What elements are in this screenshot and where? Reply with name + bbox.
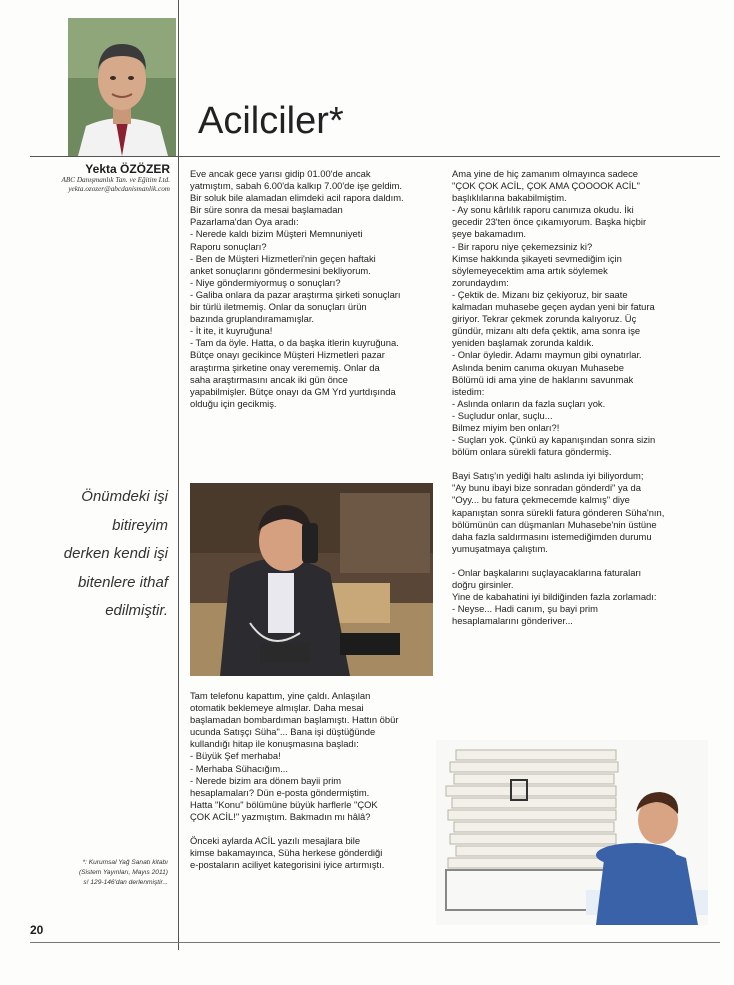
text-line: - Ay sonu kârlılık raporu canımıza okudu. İki [452, 204, 634, 216]
pull-quote-line: bitireyim [112, 516, 168, 534]
text-line: Bilmez miyim ben onları?! [452, 421, 560, 433]
text-line [452, 458, 714, 470]
text-line: kullandığı hitap ile konuşmasına başladı: [190, 738, 359, 750]
paper-stack-image [436, 740, 708, 925]
text-line: olduğu için gecikmiş. [190, 397, 277, 409]
pull-quote [40, 483, 168, 626]
page-number: 20 [30, 923, 44, 937]
office-phone-image [190, 483, 433, 676]
text-line: şeye bakamadım. [452, 228, 526, 240]
text-line: araştırma şirketine onay verememiş. Onlar da [190, 361, 380, 373]
text-line: saha araştırmasını ancak iki gün önce [190, 373, 348, 385]
text-line: yeniden başlamak zorunda kaldık. [452, 337, 594, 349]
text-line: söylemeyecektim ama artık söylemek [452, 264, 608, 276]
author-photo [68, 18, 176, 156]
text-line: - Onlar öyledir. Adamı maymun gibi oynatırlar. [452, 349, 642, 361]
text-line: Kimse hakkında şikayeti sevmediğim için [452, 252, 622, 264]
article-column-1 [190, 168, 436, 410]
text-line: Yine de kabahatini iyi bildiğinden fazla zorlamadı: [452, 591, 657, 603]
footnote-line: (Sistem Yayınları, Mayıs 2011) [78, 869, 168, 876]
text-line: başlamadan bombardıman başlamıştı. Hattın öbür [190, 714, 399, 726]
text-line: daha fazla saldırmasını istemediğimden durumu [452, 530, 652, 542]
text-line: - Suçları yok. Çünkü ay kapanışından sonra sizin [452, 434, 656, 446]
text-line: bazında gruplandıramamışlar. [190, 313, 315, 325]
author-email: yekta.ozozer@abcdanismanlik.com [68, 185, 170, 193]
text-line: gecedir 23'ten önce çıkamıyorum. Başka hiçbir [452, 216, 647, 228]
pull-quote-line: derken kendi işi [63, 545, 168, 562]
text-line: - Ben de Müşteri Hizmetleri'nin geçen haftaki [190, 252, 376, 264]
text-line: Bölümü idi ama yine de haklarını savunmak [452, 373, 634, 385]
author-company: ABC Danışmanlık Tan. ve Eğitim Ltd. [61, 176, 170, 184]
text-line: - Çektik de. Mizanı biz çekiyoruz, bir saate [452, 288, 628, 300]
pull-quote-line: edilmiştir. [105, 602, 168, 619]
text-line: e-postaların aciliyet kategorisini iyice artırmıştı. [190, 859, 385, 871]
text-line: - Büyük Şef merhaba! [190, 750, 281, 762]
text-line [452, 555, 714, 567]
text-line: yumuşatmaya çalıştım. [452, 542, 548, 554]
text-line: - Suçludur onlar, suçlu... [452, 409, 553, 421]
text-line: Bütçe onayı gecikince Müşteri Hizmetleri pazar [190, 349, 385, 361]
text-line: ÇOK ACİL!" yazmıştım. Bakmadın mı hâlâ? [190, 810, 371, 822]
text-line: bölüm onlara sürekli fatura göndermiş. [452, 446, 612, 458]
text-line: - İt ite, it kuyruğuna! [190, 325, 273, 337]
text-line: hesaplamaları? Dün e-posta göndermiştim. [190, 786, 370, 798]
text-line: Tam telefonu kapattım, yine çaldı. Anlaşılan [190, 690, 371, 701]
text-line: Eve ancak gece yarısı gidip 01.00'de ancak [190, 168, 371, 179]
text-line: - Bir raporu niye çekemezsiniz ki? [452, 240, 593, 252]
text-line: kalmadan muhasebe geçen aydan yeni bir fatura [452, 301, 655, 313]
text-line: anket sonuçlarını göndermesini bekliyorum. [190, 264, 371, 276]
column-divider [178, 0, 179, 950]
paper-stack-photo [436, 740, 708, 925]
footnote-line: s! 129-146'dan derlenmiştir... [83, 879, 168, 886]
text-line: "ÇOK ÇOK ACİL, ÇOK AMA ÇOOOOK ACİL" [452, 180, 640, 192]
pull-quote-line: bitenlere ithaf [77, 573, 168, 591]
text-line: - Onlar başkalarını suçlayacaklarına faturaları [452, 566, 642, 578]
text-line: Raporu sonuçları? [190, 240, 267, 252]
text-line: - Neyse... Hadi canım, şu bayi prim [452, 603, 598, 615]
footnote-line: *: Kurumsal Yağ Sanatı kitabı [82, 859, 168, 866]
text-line: kapanıştan sonra sürekli fatura gönderen Süha'nın, [452, 506, 665, 518]
text-line: Bir süre sonra da mesai başlamadan [190, 204, 343, 216]
text-line: Bayi Satış'ın yediği haltı aslında iyi biliyordum; [452, 470, 644, 482]
text-line: yatmıştım, sabah 6.00'da kalkıp 7.00'de işe geldim. [190, 180, 403, 192]
text-line: Bir soluk bile alamadan elimdeki acil rapora daldım. [190, 192, 404, 204]
text-line: Önceki aylarda ACİL yazılı mesajlara bile [190, 835, 361, 847]
text-line: ucunda Satışçı Süha"... Bana işi düştüğünde [190, 726, 376, 738]
text-line: gündür, mizanı altı defa çektik, ama sonra işe [452, 325, 641, 337]
text-line: Ama yine de hiç zamanım olmayınca sadece [452, 168, 639, 179]
text-line: istedim: [452, 385, 485, 397]
text-line: Pazarlama'dan Oya aradı: [190, 216, 299, 228]
text-line: - Nerede kaldı bizim Müşteri Memnuniyeti [190, 228, 363, 240]
text-line [190, 823, 436, 835]
text-line: - Nerede bizim ara dönem bayii prim [190, 774, 342, 786]
author-portrait-image [68, 18, 176, 156]
text-line: hesaplamalarını gönderiver... [452, 615, 573, 627]
text-line: otomatik beklemeye almışlar. Daha mesai [190, 702, 364, 714]
text-line: - Merhaba Sühacığım... [190, 762, 288, 774]
header-rule [30, 156, 720, 157]
man-on-phone-photo [190, 483, 433, 676]
text-line: başlıklılarına bakabilmiştim. [452, 192, 567, 204]
text-line: doğru girsinler. [452, 579, 514, 590]
text-line: bölümünün can düşmanları Muhasebe'nin üstüne [452, 518, 657, 530]
article-title: Acilciler* [198, 100, 344, 142]
text-line: "Oyy... bu fatura çekmecemde kalmış" diye [452, 494, 630, 506]
text-line: kimse bakamayınca, Süha herkese gönderdiği [190, 847, 383, 859]
footer-rule [30, 942, 720, 943]
text-line: Hatta "Konu" bölümüne büyük harflerle "ÇOK [190, 798, 378, 810]
text-line: zorundaydım: [452, 276, 509, 288]
article-column-1-continued [190, 690, 436, 871]
footnote [40, 858, 168, 888]
pull-quote-line: Önümdeki işi [81, 488, 168, 505]
author-block [30, 162, 170, 194]
text-line: yapabilmişler. Bütçe onayı da GM Yrd yurtdışında [190, 385, 396, 397]
text-line: - Galiba onlara da pazar araştırma şirketi sonuçları [190, 288, 401, 300]
text-line: - Niye göndermiyormuş o sonuçları? [190, 276, 341, 288]
text-line: giriyor. Tekrar çekmek zorunda kalıyoruz. Üç [452, 313, 637, 325]
text-line: bir türlü iletmemiş. Onlar da sonuçları ürün [190, 301, 367, 313]
text-line: - Aslında onların da fazla suçları yok. [452, 397, 606, 409]
article-column-2 [452, 168, 714, 627]
author-name: Yekta ÖZÖZER [85, 162, 170, 176]
text-line: - Tam da öyle. Hatta, o da başka itlerin kuyruğuna. [190, 337, 399, 349]
text-line: Aslında benim canıma okuyan Muhasebe [452, 361, 624, 373]
text-line: "Ay bunu ibayi bize sonradan gönderdi" ya da [452, 482, 641, 494]
